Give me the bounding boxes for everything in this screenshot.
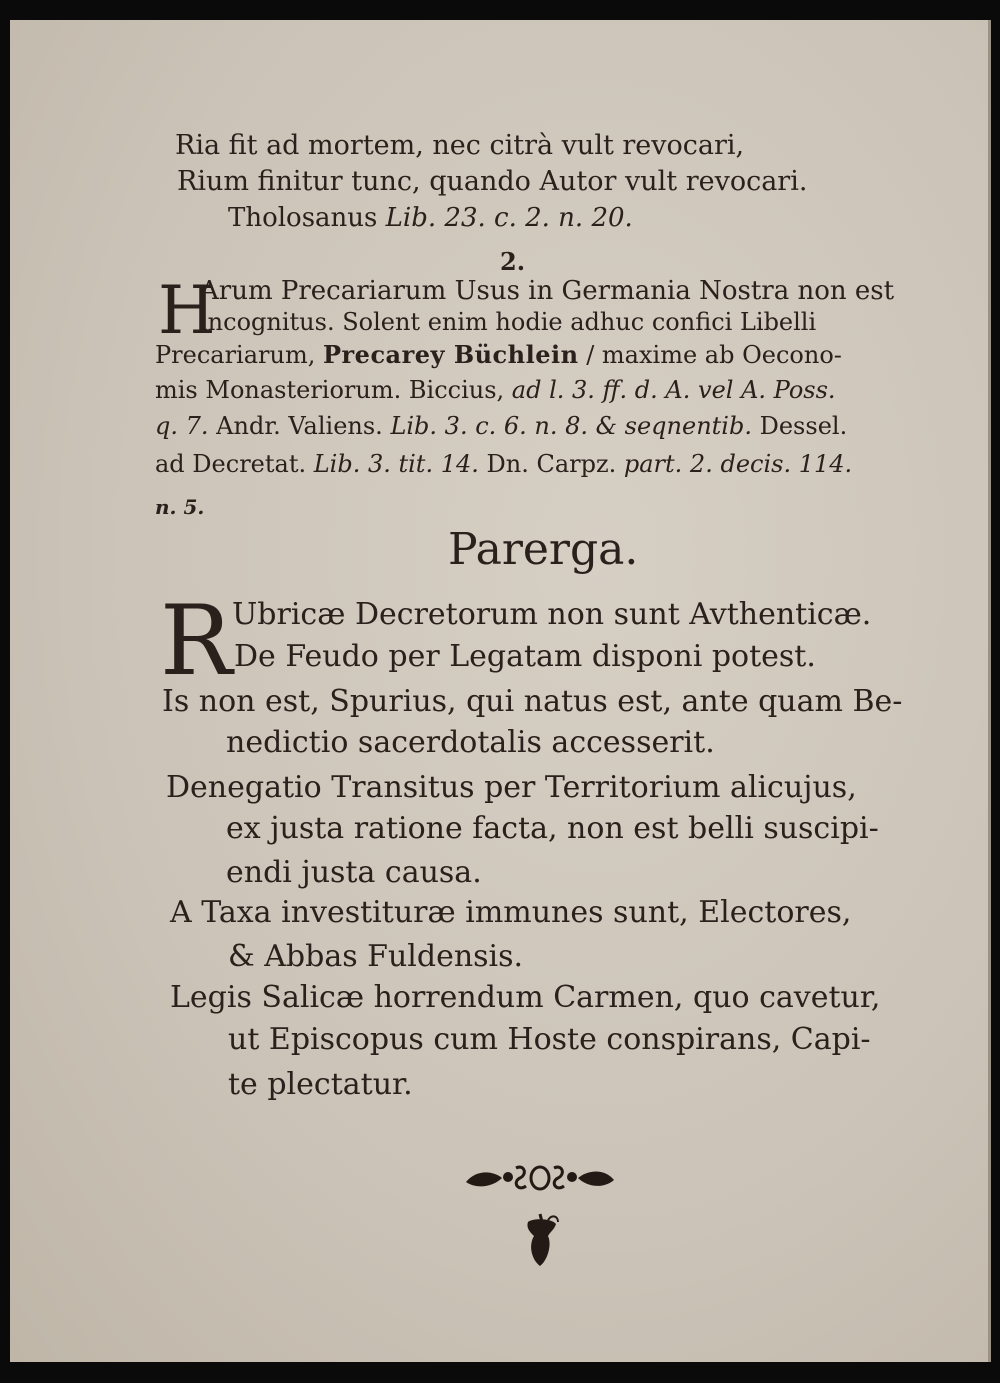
para-line-4 bbox=[155, 378, 836, 402]
thesis-line-8: A Taxa investituræ immunes sunt, Electores, bbox=[170, 895, 852, 930]
para-line-6c: Dn. Carpz. bbox=[478, 450, 624, 478]
verse-line-2: Rium finitur tunc, quando Autor vult revocari. bbox=[177, 166, 808, 197]
thesis-line-1: Ubricæ Decretorum non sunt Avthenticæ. bbox=[232, 597, 872, 632]
para-line-2: incognitus. Solent enim hodie adhuc confici Libelli bbox=[200, 308, 817, 336]
thesis-line-7: endi justa causa. bbox=[226, 855, 482, 890]
para-line-5 bbox=[155, 414, 847, 438]
para-line-6d: part. 2. decis. 114. bbox=[623, 450, 853, 478]
para-line-5d: Dessel. bbox=[751, 412, 848, 440]
para-line-3 bbox=[155, 340, 842, 369]
thesis-line-9: & Abbas Fuldensis. bbox=[228, 939, 524, 974]
para-line-4b: ad l. 3. ff. d. A. vel A. Poss. bbox=[511, 376, 836, 404]
book-page bbox=[10, 20, 991, 1362]
thesis-line-4: nedictio sacerdotalis accesserit. bbox=[226, 725, 715, 760]
thesis-line-12: te plectatur. bbox=[228, 1067, 413, 1102]
para-line-6a: ad Decretat. bbox=[155, 450, 314, 478]
thesis-line-2: De Feudo per Legatam disponi potest. bbox=[234, 639, 816, 674]
para-line-3a: Precariarum, bbox=[155, 341, 323, 369]
para-line-7: n. 5. bbox=[155, 495, 205, 519]
fraktur-phrase: Precarey Büchlein bbox=[322, 340, 579, 369]
citation-line bbox=[228, 205, 633, 231]
para-line-5b: Andr. Valiens. bbox=[208, 412, 391, 440]
para-line-4a: mis Monasteriorum. Biccius, bbox=[155, 376, 512, 404]
para-line-1: Arum Precariarum Usus in Germania Nostra non est bbox=[200, 276, 895, 306]
thesis-line-6: ex justa ratione facta, non est belli suscipi- bbox=[226, 811, 879, 846]
citation-author: Tholosanus bbox=[228, 203, 386, 233]
section-heading: Parerga. bbox=[448, 524, 639, 575]
thesis-line-3: Is non est, Spurius, qui natus est, ante quam Be- bbox=[162, 684, 903, 719]
para-line-5c: Lib. 3. c. 6. n. 8. & seqnentib. bbox=[390, 412, 752, 440]
drop-cap-h: H bbox=[158, 272, 216, 349]
thesis-line-5: Denegatio Transitus per Territorium alicujus, bbox=[166, 770, 857, 805]
section-number: 2. bbox=[500, 247, 526, 276]
para-line-3c: / maxime ab Oecono- bbox=[578, 341, 842, 369]
para-line-6 bbox=[155, 452, 852, 476]
citation-ref: Lib. 23. c. 2. n. 20. bbox=[385, 203, 633, 233]
para-line-6b: Lib. 3. tit. 14. bbox=[313, 450, 479, 478]
verse-line-1: Ria fit ad mortem, nec citrà vult revocari, bbox=[175, 130, 745, 161]
drop-cap-r: R bbox=[160, 585, 233, 697]
para-line-5a: q. 7. bbox=[155, 412, 209, 440]
printers-ornament-icon bbox=[462, 1160, 618, 1280]
thesis-line-11: ut Episcopus cum Hoste conspirans, Capi- bbox=[228, 1022, 871, 1057]
thesis-line-10: Legis Salicæ horrendum Carmen, quo cavetur, bbox=[170, 980, 881, 1015]
